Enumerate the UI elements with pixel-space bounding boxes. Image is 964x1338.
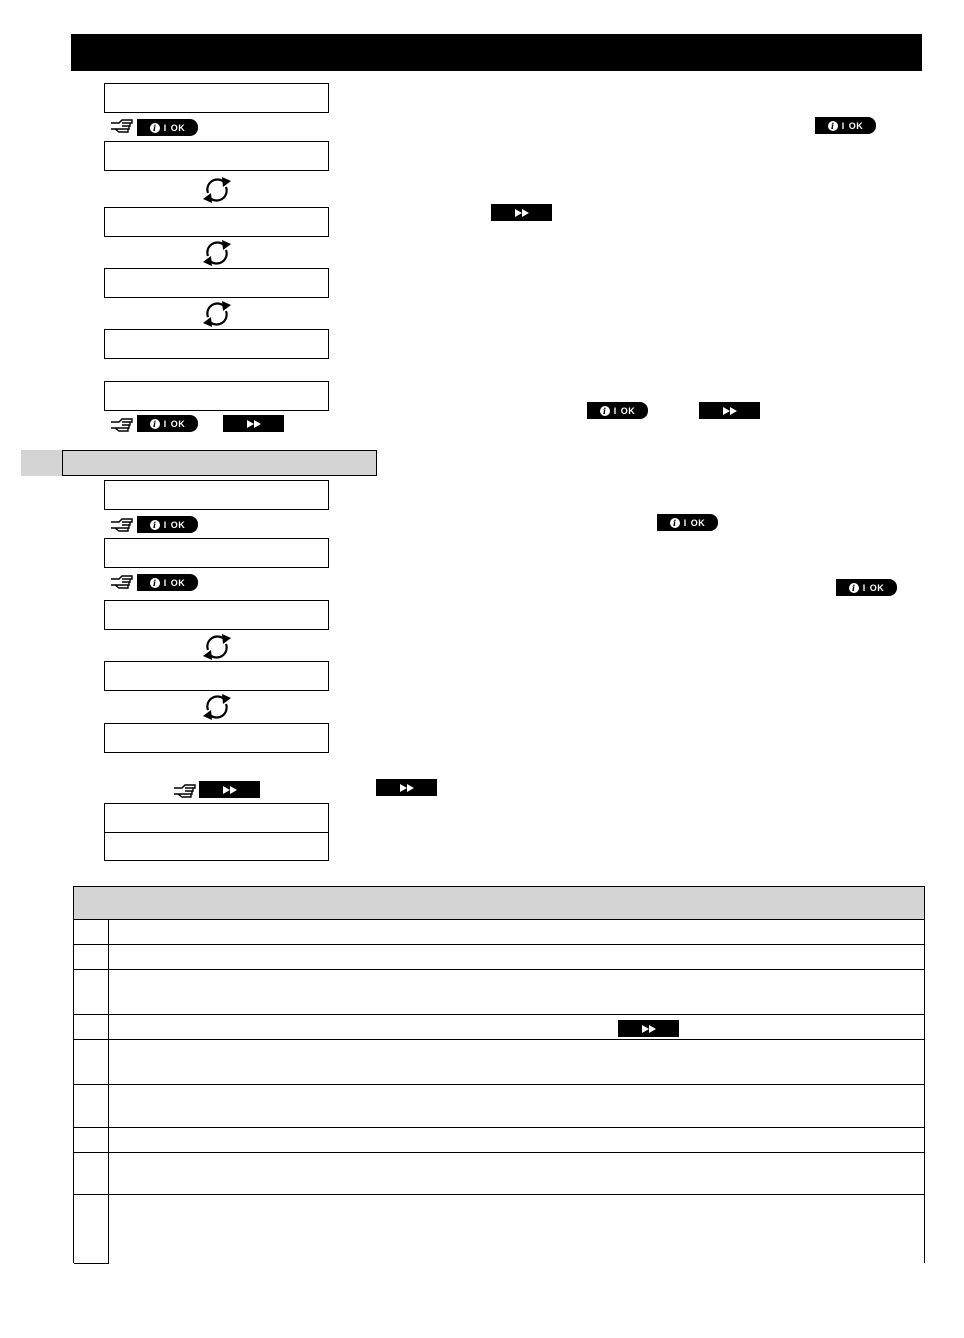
ok-button[interactable]: i I OK — [657, 514, 718, 531]
info-icon: i — [600, 406, 610, 416]
scroll-cycle-icon — [202, 299, 232, 329]
section-header-bar — [62, 450, 377, 476]
next-button[interactable] — [491, 204, 552, 221]
info-icon: i — [670, 518, 680, 528]
ok-button[interactable]: i I OK — [137, 516, 198, 533]
scroll-cycle-icon — [202, 175, 232, 205]
ok-label: OK — [170, 418, 186, 429]
pointing-hand-icon — [109, 516, 135, 534]
scroll-cycle-icon — [202, 238, 232, 268]
ok-label: OK — [170, 519, 186, 530]
info-icon: i — [828, 121, 838, 131]
row-number-cell — [74, 1040, 109, 1084]
display-panel — [104, 480, 329, 510]
table-row — [74, 1040, 924, 1085]
table-header — [74, 887, 924, 920]
info-icon: i — [150, 123, 160, 133]
row-number-cell — [74, 970, 109, 1014]
next-button[interactable] — [699, 402, 760, 419]
pointing-hand-icon — [109, 573, 135, 591]
page-header-bar — [71, 34, 922, 71]
table-row — [74, 920, 924, 945]
info-icon: i — [150, 419, 160, 429]
ok-label: OK — [869, 582, 885, 593]
display-panel — [104, 661, 329, 691]
ok-label: OK — [848, 120, 864, 131]
fast-forward-icon — [223, 786, 237, 794]
section-tab — [21, 450, 62, 476]
info-icon: i — [849, 583, 859, 593]
ok-label: OK — [170, 577, 186, 588]
options-table — [73, 886, 925, 1263]
table-row — [74, 1153, 924, 1195]
row-number-cell — [74, 1085, 109, 1127]
ok-label: OK — [620, 405, 636, 416]
table-row — [74, 1015, 924, 1040]
next-button[interactable] — [376, 779, 437, 796]
ok-button[interactable]: i I OK — [836, 579, 897, 596]
display-panel — [104, 538, 329, 568]
row-number-cell — [74, 920, 109, 944]
ok-button[interactable]: i I OK — [137, 415, 198, 432]
fast-forward-icon — [723, 407, 737, 415]
scroll-cycle-icon — [202, 692, 232, 722]
row-number-cell — [74, 1153, 109, 1194]
fast-forward-icon — [400, 784, 414, 792]
fast-forward-icon — [642, 1025, 656, 1033]
display-panel — [104, 381, 329, 411]
display-panel — [104, 329, 329, 359]
ok-button[interactable]: i I OK — [815, 117, 876, 134]
ok-label: OK — [170, 122, 186, 133]
display-panel — [104, 141, 329, 171]
scroll-cycle-icon — [202, 632, 232, 662]
row-number-cell — [74, 1195, 109, 1264]
fast-forward-icon — [247, 420, 261, 428]
row-number-cell — [74, 1128, 109, 1152]
row-number-cell — [74, 945, 109, 969]
line-divider — [105, 832, 328, 833]
ok-button[interactable]: i I OK — [137, 119, 198, 136]
pointing-hand-icon — [109, 117, 135, 135]
table-row — [74, 1085, 924, 1128]
display-panel — [104, 723, 329, 753]
ok-button[interactable]: i I OK — [137, 574, 198, 591]
next-button[interactable] — [223, 415, 284, 432]
display-panel — [104, 207, 329, 237]
ok-button[interactable]: i I OK — [587, 402, 648, 419]
display-panel — [104, 600, 329, 630]
display-panel — [104, 268, 329, 298]
table-row — [74, 1128, 924, 1153]
table-row — [74, 1195, 924, 1264]
pointing-hand-icon — [109, 416, 135, 434]
info-icon: i — [150, 578, 160, 588]
display-panel — [104, 83, 329, 113]
next-button[interactable] — [199, 781, 260, 798]
next-button[interactable] — [618, 1020, 679, 1037]
fast-forward-icon — [515, 209, 529, 217]
info-icon: i — [150, 520, 160, 530]
table-row — [74, 970, 924, 1015]
pointing-hand-icon — [172, 782, 198, 800]
row-number-cell — [74, 1015, 109, 1039]
display-panel-two-line — [104, 803, 329, 861]
ok-label: OK — [690, 517, 706, 528]
table-row — [74, 945, 924, 970]
